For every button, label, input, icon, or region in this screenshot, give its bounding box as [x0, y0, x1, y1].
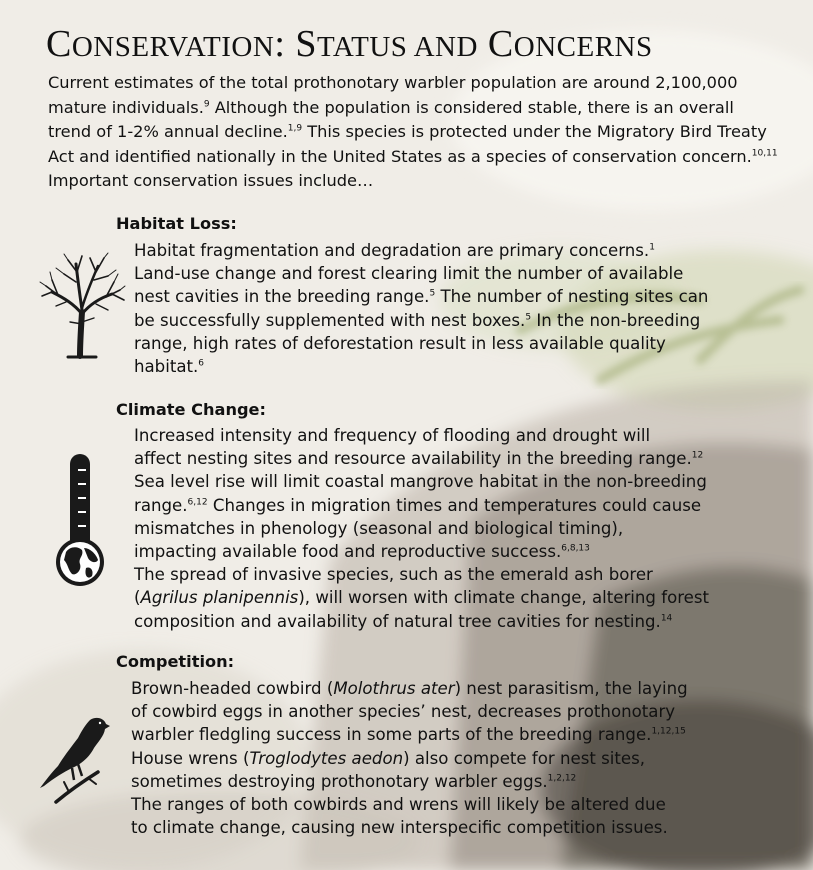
habitat-loss-body: Habitat fragmentation and degradation are primary concerns.$^1$ Land-use change and forest clearing limit the number of available nest cavities in the breeding range.$^5$ The number of nesting sites can be successfully supplemented with nest boxes.$^5$ In the non-breeding range, high rates of deforestation result in less available quality habitat.$^6$	[134, 241, 709, 377]
intro-paragraph: Current estimates of the total prothonotary warbler population are around 2,100,000 mature individuals.$^9$ Although the population is considered stable, there is an overall trend of 1-2% annual decline.$^{1,9}$ This species is protected under the Migratory Bird Treaty Act and identified nationally in the United States as a species of conservation concern.$^{10,11}$ Important conservation issues include…	[48, 73, 778, 191]
climate-change-heading: Climate Change:	[116, 400, 267, 419]
page-title: CONSERVATION: STATUS AND CONCERNS	[46, 23, 653, 65]
bare-tree-icon	[38, 252, 126, 360]
competition-body: Brown-headed cowbird (Molothrus ater) nest parasitism, the laying of cowbird eggs in another species’ nest, decreases prothonotary warbler fledgling success in some parts of the breeding range.$^{1,12,15}$ House wrens (Troglodytes aedon) also compete for nest sites, sometimes destroying prothonotary warbler eggs.$^{1,2,12}$ The ranges of both cowbirds and wrens will likely be altered due to climate change, causing new interspecific competition issues.	[131, 679, 688, 838]
thermometer-globe-icon	[56, 452, 104, 592]
climate-change-body: Increased intensity and frequency of flooding and drought will affect nesting sites and resource availability in the breeding range.$^{12}$ Sea level rise will limit coastal mangrove habitat in the non-breeding range.$^{6,12}$ Changes in migration times and temperatures could cause mismatches in phenology (seasonal and biological timing), impacting available food and reproductive success.$^{6,8,13}$ The spread of invasive species, such as the emerald ash borer (Agrilus planipennis), will worsen with climate change, altering forest composition and availability of natural tree cavities for nesting.$^{14}$	[134, 426, 710, 631]
competition-heading: Competition:	[116, 652, 235, 671]
cowbird-silhouette-icon	[38, 710, 110, 804]
habitat-loss-heading: Habitat Loss:	[116, 214, 237, 233]
